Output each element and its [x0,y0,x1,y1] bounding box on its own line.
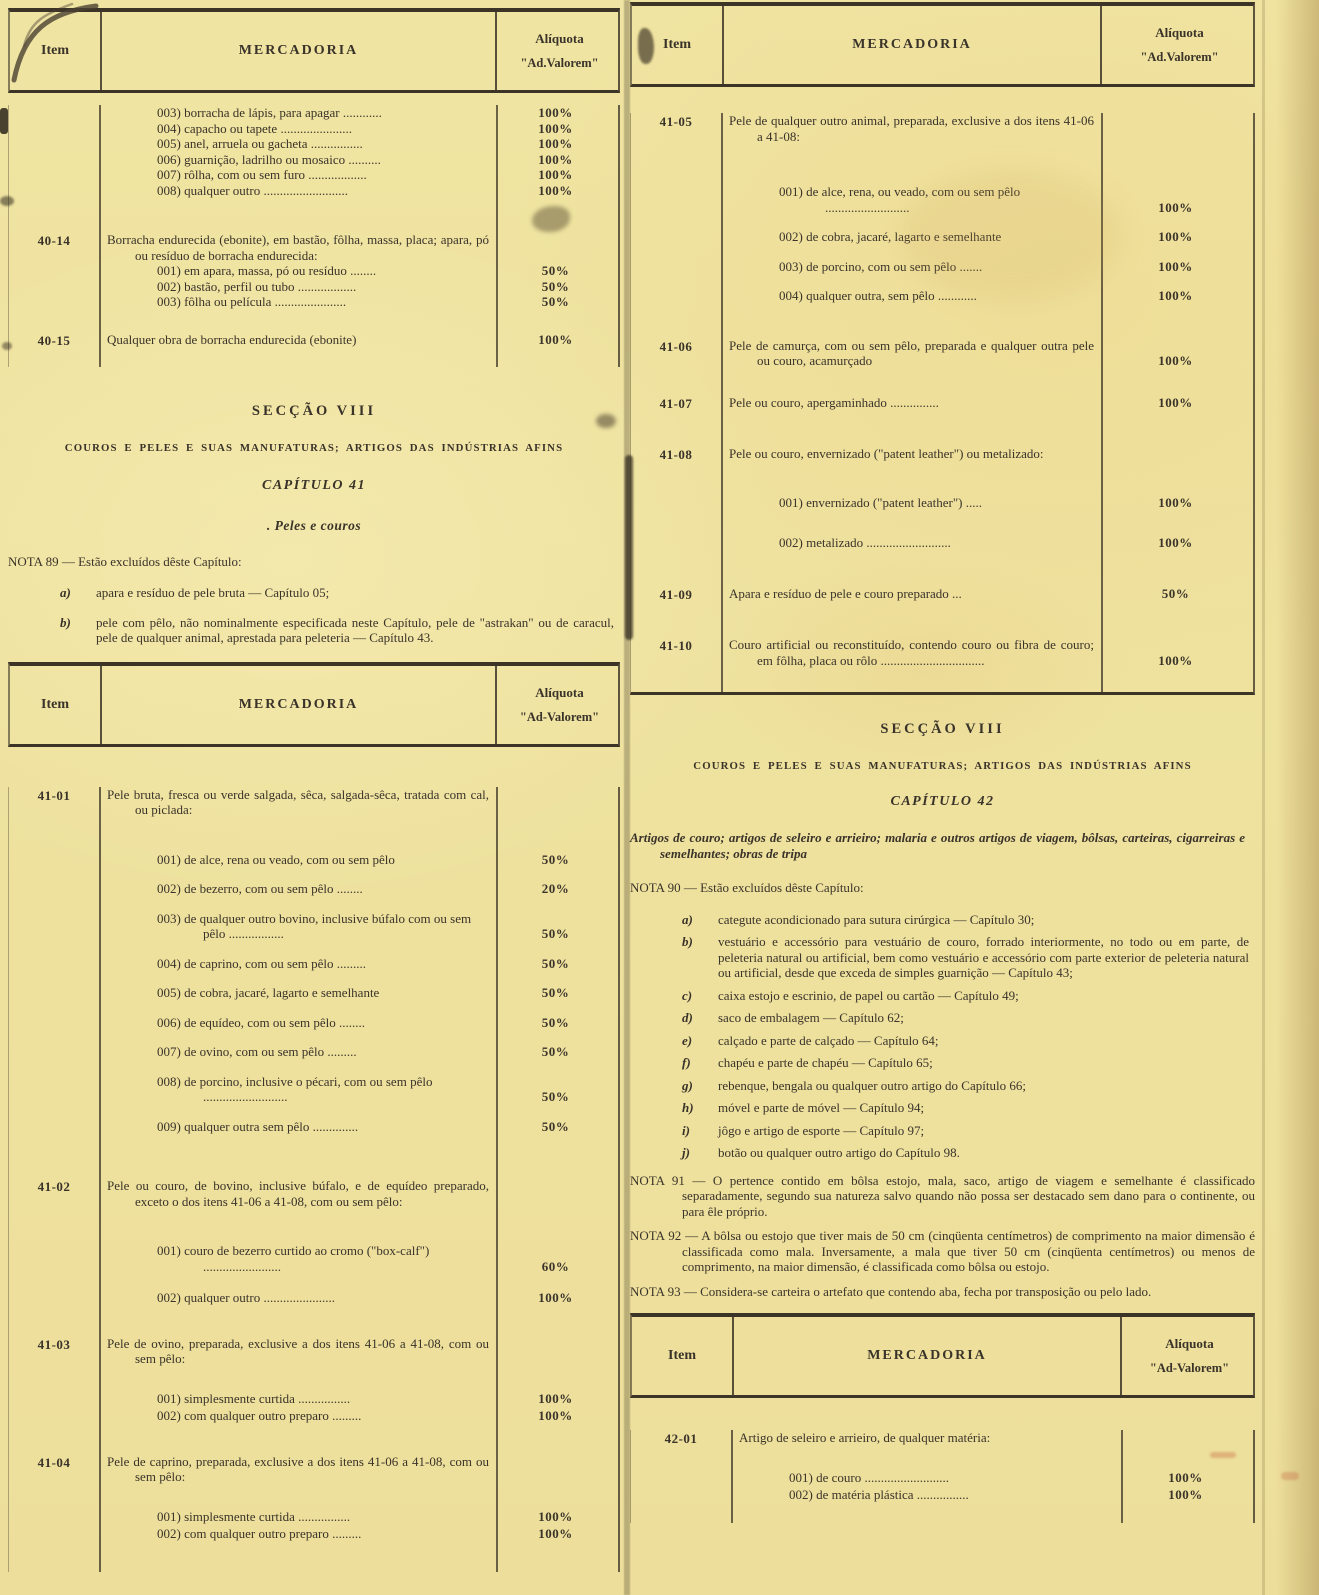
note-item-text: calçado e parte de calçado — Capítulo 64; [718,1032,939,1048]
subitem-text: 004) capacho ou tapete ...................... [157,120,352,136]
subitem-text: 002) bastão, perfil ou tubo .................. [157,278,357,294]
rate-value: 100% [538,167,573,182]
table-header [630,2,1255,87]
merchandise-description-line [99,787,618,818]
merchandise-description-line [99,232,618,263]
page-crease [1262,0,1265,1595]
merchandise-subitem-line [99,881,618,897]
rate-value: 50% [541,294,570,309]
merchandise-subitem-line [721,184,1253,215]
column-header-aliquota [1102,6,1257,84]
nota-90: NOTA 90 — Estão excluídos dêste Capítulo: [630,880,864,895]
item-code: 40-14 [37,233,71,248]
subitem-text: 001) em apara, massa, pó ou resíduo ........ [157,263,377,278]
rate-value: 100% [538,1290,573,1305]
subitem-text: 007) rôlha, com ou sem furo .................. [157,167,367,182]
tariff-row [631,1430,1253,1503]
nota-92: NOTA 92 — A bôlsa ou estojo que tiver mais de 50 cm (cinqüenta centímetros) de comprimento na maior dimensão é classificada como mala. Inversamente, a mala que tiver 50 cm (cinqüenta centímetros) ou menos de comprimento, na maior dimensão, é classificada como bôlsa ou estojo. [630,1228,1255,1274]
section-title: SECÇÃO VIII [880,721,1005,737]
note-item-label: c) [682,987,693,1003]
column-header-item: Item [41,43,69,58]
section-caption: COUROS E PELES E SUAS MANUFATURAS; ARTIGOS DAS INDÚSTRIAS AFINS [64,441,564,454]
merchandise-subitem-line [99,294,618,310]
rate-value: 50% [541,985,570,1000]
note-item-text: categute acondicionado para sutura cirúrgica — Capítulo 30; [718,911,1035,927]
row-lines [99,332,618,349]
note-item-label: b) [60,614,71,630]
column-divider [1101,113,1103,692]
merchandise-description-line [721,637,1253,668]
table-body [630,1430,1255,1523]
merchandise-subitem-line [721,535,1253,551]
subitem-text: 001) simplesmente curtida ................ [157,1390,351,1406]
merchandise-subitem-line [721,288,1253,304]
merchandise-subitem-line [99,1391,618,1407]
column-header-item: Item [668,1348,696,1363]
left-column [8,0,620,1572]
note-item-text: apara e resíduo de pele bruta — Capítulo 05; [96,585,330,600]
rate-value: 100% [1158,229,1193,244]
item-code: 41-09 [659,587,693,602]
rate-value: 100% [538,136,573,151]
nota-90-items [630,912,1255,1161]
merchandise-description-line [721,113,1253,144]
item-code: 41-10 [659,638,693,653]
aliquota-label-line1: Alíquota [1155,25,1204,40]
subitem-text: 002) de bezerro, com ou sem pêlo ........ [157,881,363,896]
row-lines [721,586,1253,603]
subitem-text: 004) qualquer outra, sem pêlo ............ [779,288,977,303]
column-header-aliquota [497,12,622,90]
rate-value: 100% [1158,495,1193,510]
tariff-table-chapter-40 [8,8,620,367]
item-code: 42-01 [664,1431,698,1446]
merchandise-text: Borracha endurecida (ebonite), em bastão, fôlha, massa, placa; apara, pó ou resíduo de borracha endurecida: [107,232,489,263]
nota-89: NOTA 89 — Estão excluídos dêste Capítulo: [8,553,242,569]
note-item-text: chapéu e parte de chapéu — Capítulo 65; [718,1055,933,1070]
page-edge-shadow [1276,0,1319,1595]
row-lines [721,637,1253,668]
column-header-aliquota [1122,1317,1257,1395]
scan-artifact [0,108,8,134]
note-item-label: e) [682,1032,693,1048]
subitem-text: 001) de alce, rena ou veado, com ou sem pêlo [157,851,395,867]
section-heading-chapter-42 [630,721,1255,1299]
rate-value: 100% [1158,652,1193,668]
note-item-text: rebenque, bengala ou qualquer outro artigo do Capítulo 66; [718,1077,1026,1093]
note-item [8,615,620,646]
item-code: 41-02 [37,1179,71,1194]
aliquota-label-line2: "Ad.Valorem" [1140,50,1219,64]
rate-value: 100% [1158,534,1193,550]
merchandise-description-line [721,395,1253,411]
column-divider [99,105,101,367]
subitem-text: 005) anel, arruela ou gacheta ................ [157,136,363,151]
note-item [630,1123,1255,1139]
merchandise-text: Couro artificial ou reconstituído, contendo couro ou fibra de couro; em fôlha, placa ou rôlo ................................ [729,637,1094,668]
rate-value: 100% [538,1526,573,1541]
rate-value: 50% [541,1118,570,1134]
subitem-text: 006) de equídeo, com ou sem pêlo ........ [157,1014,365,1030]
rate-value: 100% [538,105,573,120]
rate-value: 100% [1158,199,1193,215]
column-header-item: Item [41,696,69,712]
item-code: 41-04 [37,1454,71,1470]
merchandise-subitem-line [99,1243,618,1274]
item-code: 41-08 [659,446,693,462]
subitem-text: 006) guarnição, ladrilho ou mosaico .......... [157,151,381,167]
chapter-title: CAPÍTULO 41 [262,477,366,493]
subitem-text: 001) de alce, rena, ou veado, com ou sem pêlo .......................... [779,184,1021,215]
column-divider [99,787,101,1572]
subitem-text: 002) com qualquer outro preparo ......... [157,1408,362,1423]
section-caption: COUROS E PELES E SUAS MANUFATURAS; ARTIGOS DAS INDÚSTRIAS AFINS [693,760,1192,772]
merchandise-subitem-line [99,1526,618,1542]
note-item [630,988,1255,1004]
table-body [8,787,620,1572]
tariff-row [631,113,1253,304]
note-item [630,1100,1255,1116]
subitem-text: 001) simplesmente curtida ................ [157,1508,351,1524]
merchandise-subitem-line [99,105,618,121]
subitem-text: 005) de cobra, jacaré, lagarto e semelhante [157,985,380,1000]
row-lines [99,1336,618,1424]
merchandise-subitem-line [731,1487,1253,1503]
subitem-text: 002) qualquer outro ...................... [157,1290,336,1305]
rate-value: 50% [1161,586,1190,601]
column-header-mercadoria: MERCADORIA [732,1317,1122,1395]
note-item-label: j) [682,1145,690,1160]
note-item-label: d) [682,1010,693,1025]
note-item-text: caixa estojo e escrinio, de papel ou cartão — Capítulo 49; [718,987,1019,1003]
merchandise-subitem-line [731,1470,1253,1486]
rate-value: 100% [1158,394,1193,410]
note-item-label: i) [682,1122,690,1138]
rate-value: 50% [541,851,570,867]
row-lines [99,1454,618,1542]
row-lines [721,446,1253,551]
merchandise-subitem-line [99,279,618,295]
note-item-label: f) [682,1055,691,1070]
row-lines [99,105,618,198]
subitem-text: 001) de couro .......................... [789,1469,949,1485]
tariff-table-chapter-42 [630,1313,1255,1523]
merchandise-subitem-line [99,136,618,152]
tariff-table-chapter-41-part1 [8,662,620,1572]
row-lines [99,787,618,1135]
column-header-aliquota [497,666,622,744]
nota-93: NOTA 93 — Considera-se carteira o artefato que contendo aba, fecha por transposição ou pelo lado. [630,1283,1152,1299]
rate-value: 100% [538,1390,573,1406]
aliquota-label-line2: "Ad-Valorem" [1149,1361,1230,1375]
rate-value: 100% [538,1508,573,1524]
rate-value: 100% [1158,353,1193,368]
merchandise-description-line [721,586,1253,602]
rate-value: 100% [538,120,573,136]
note-item-text: móvel e parte de móvel — Capítulo 94; [718,1100,925,1115]
merchandise-description-line [99,332,618,348]
merchandise-subitem-line [99,1119,618,1135]
aliquota-label-line1: Alíquota [1165,1336,1214,1351]
rate-value: 50% [541,278,570,294]
subitem-text: 002) de matéria plástica ................ [789,1487,969,1502]
rate-value: 50% [541,1044,570,1059]
note-item [630,912,1255,928]
row-lines [99,1178,618,1306]
note-item-text: pele com pêlo, não nominalmente especificada neste Capítulo, pele de "astrakan" ou de caracul, pele de qualquer animal, aprestada para peleteria — Capítulo 43. [96,614,614,645]
merchandise-description-line [99,1178,618,1209]
nota-89-items [8,585,620,646]
merchandise-subitem-line [721,229,1253,245]
nota-91: NOTA 91 — O pertence contido em bôlsa estojo, mala, saco, artigo de viagem e semelhante é classificado separadamente, segundo sua natureza salvo quando não possa ser destacado sem dano para o continente, ou para êle próprio. [630,1172,1255,1219]
tariff-table-chapter-41-part2 [630,2,1255,695]
section-title: SECÇÃO VIII [251,402,377,419]
subitem-text: 002) metalizado .......................... [779,534,951,550]
merchandise-description-line [731,1430,1253,1446]
table-body [630,113,1255,695]
note-item-label: a) [60,585,71,600]
aliquota-label-line1: Alíquota [535,31,584,46]
rate-value: 50% [541,926,570,941]
merchandise-subitem-line [99,911,618,942]
merchandise-text: Pele ou couro, envernizado ("patent leather") ou metalizado: [729,445,1044,461]
table-header [630,1313,1255,1398]
merchandise-text: Pele de qualquer outro animal, preparada, exclusive a dos itens 41-06 a 41-08: [729,113,1094,144]
tariff-row [631,586,1253,603]
note-item-text: botão ou qualquer outro artigo do Capítulo 98. [718,1145,960,1160]
item-code: 41-06 [659,338,693,354]
column-header-mercadoria: MERCADORIA [722,6,1102,84]
subitem-text: 003) de porcino, com ou sem pêlo ....... [779,258,983,274]
merchandise-subitem-line [99,985,618,1001]
rate-value: 100% [1168,1487,1203,1502]
merchandise-description-line [721,446,1253,462]
rate-value: 100% [538,151,573,167]
subitem-text: 003) de qualquer outro bovino, inclusive búfalo com ou sem pêlo ................. [157,910,472,941]
chapter-subtitle: Artigos de couro; artigos de seleiro e arrieiro; malaria e outros artigos de viagem, bôlsas, carteiras, cigarreiras e semelhantes; obras de tripa [630,830,1245,861]
merchandise-subitem-line [99,167,618,183]
row-lines [721,113,1253,304]
merchandise-subitem-line [99,1015,618,1031]
rate-value: 100% [538,331,573,347]
tariff-row [631,637,1253,668]
item-code: 41-01 [37,787,71,803]
subitem-text: 004) de caprino, com ou sem pêlo ......... [157,955,367,971]
table-header [8,8,620,93]
tariff-row [631,395,1253,412]
table-body [8,105,620,367]
merchandise-subitem-line [99,183,618,199]
item-code: 40-15 [37,332,71,348]
merchandise-text: Pele ou couro, de bovino, inclusive búfalo, e de equídeo preparado, exceto o dos itens 41-06 a 41-08, com ou sem pêlo: [107,1178,489,1209]
merchandise-text: Pele de ovino, preparada, exclusive a dos itens 41-06 a 41-08, com ou sem pêlo: [107,1335,489,1366]
note-item-label: a) [682,911,693,927]
merchandise-subitem-line [99,956,618,972]
item-code [9,105,99,198]
column-divider [1121,1430,1123,1523]
note-item-text: saco de embalagem — Capítulo 62; [718,1010,904,1025]
merchandise-description-line [721,338,1253,369]
rate-value: 20% [541,881,570,896]
merchandise-subitem-line [99,121,618,137]
column-header-item: Item [663,37,691,52]
chapter-title: CAPÍTULO 42 [890,794,995,809]
subitem-text: 002) com qualquer outro preparo ......... [157,1526,362,1541]
rate-value: 50% [541,263,570,278]
table-header [8,662,620,747]
aliquota-label-line2: "Ad-Valorem" [519,709,600,724]
note-item [630,1033,1255,1049]
merchandise-text: Pele de caprino, preparada, exclusive a dos itens 41-06 a 41-08, com ou sem pêlo: [107,1453,489,1484]
note-item-label: b) [682,934,693,949]
note-item [630,1145,1255,1161]
note-item [630,1078,1255,1094]
subitem-text: 007) de ovino, com ou sem pêlo ......... [157,1044,357,1059]
merchandise-subitem-line [99,1044,618,1060]
merchandise-text: Qualquer obra de borracha endurecida (ebonite) [107,331,357,347]
merchandise-text: Apara e resíduo de pele e couro preparado ... [729,586,962,601]
section-heading-chapter-41 [8,403,620,646]
column-divider [731,1430,733,1523]
merchandise-text: Pele de camurça, com ou sem pêlo, preparada e qualquer outra pele ou couro, acamurçado [729,337,1094,368]
merchandise-subitem-line [99,1408,618,1424]
column-header-mercadoria: MERCADORIA [100,12,497,90]
subitem-text: 001) couro de bezerro curtido ao cromo ("box-calf") ........................ [157,1243,430,1274]
scan-artifact [1281,1472,1299,1480]
rate-value: 60% [541,1258,570,1274]
subitem-text: 001) envernizado ("patent leather") ..... [779,495,982,510]
row-lines [99,232,618,310]
rate-value: 100% [538,1408,573,1423]
merchandise-text: Pele bruta, fresca ou verde salgada, sêca, salgada-sêca, tratada com cal, ou piclada: [107,786,489,817]
merchandise-description-line [99,1454,618,1485]
subitem-text: 009) qualquer outra sem pêlo .............. [157,1118,359,1134]
merchandise-subitem-line [99,263,618,279]
row-lines [721,338,1253,369]
merchandise-subitem-line [721,495,1253,511]
chapter-subtitle: . Peles e couros [266,517,362,533]
rate-value: 100% [1168,1469,1203,1485]
merchandise-description-line [99,1336,618,1367]
aliquota-label-line1: Alíquota [535,684,584,700]
rate-value: 100% [1158,258,1193,274]
row-lines [731,1430,1253,1503]
tariff-row [631,446,1253,551]
row-lines [721,395,1253,412]
subitem-text: 008) de porcino, inclusive o pécari, com ou sem pêlo .......................... [157,1073,433,1104]
note-item-label: h) [682,1100,694,1115]
note-item [630,1055,1255,1071]
rate-value: 50% [541,955,570,971]
merchandise-subitem-line [99,852,618,868]
aliquota-label-line2: "Ad.Valorem" [520,56,599,70]
column-header-mercadoria: MERCADORIA [100,666,497,744]
item-code: 41-07 [659,395,693,411]
rate-value: 50% [541,1089,570,1104]
column-divider [496,105,498,367]
note-item-label: g) [682,1077,693,1093]
subitem-text: 003) borracha de lápis, para apagar ............ [157,105,382,120]
column-divider [721,113,723,692]
rate-value: 100% [538,182,573,198]
note-item-text: jôgo e artigo de esporte — Capítulo 97; [718,1122,925,1138]
note-item [8,585,620,601]
column-divider [496,787,498,1572]
item-code: 41-05 [659,114,693,129]
right-column [630,0,1255,1523]
note-item [630,1010,1255,1026]
rate-value: 100% [1158,288,1193,303]
subitem-text: 003) fôlha ou película ...................... [157,294,347,309]
merchandise-subitem-line [99,1509,618,1525]
merchandise-text: Artigo de seleiro e arrieiro, de qualquer matéria: [739,1430,991,1445]
merchandise-text: Pele ou couro, apergaminhado ............... [729,394,939,410]
subitem-text: 002) de cobra, jacaré, lagarto e semelhante [779,229,1002,244]
note-item-text: vestuário e accessório para vestuário de couro, forrado interiormente, no todo ou em parte, de peleteria natural ou artificial, bem como vestuário e accessório com parte exterior de peleteria natural ou artificial, desde que exceda de simples guarnição — Capítulo 43; [718,934,1249,980]
item-code: 41-03 [37,1336,71,1352]
merchandise-subitem-line [99,152,618,168]
rate-value: 50% [541,1014,570,1030]
tariff-row [631,338,1253,369]
subitem-text: 008) qualquer outro .......................... [157,182,349,198]
note-item [630,934,1255,981]
merchandise-subitem-line [721,259,1253,275]
merchandise-subitem-line [99,1290,618,1306]
merchandise-subitem-line [99,1074,618,1105]
